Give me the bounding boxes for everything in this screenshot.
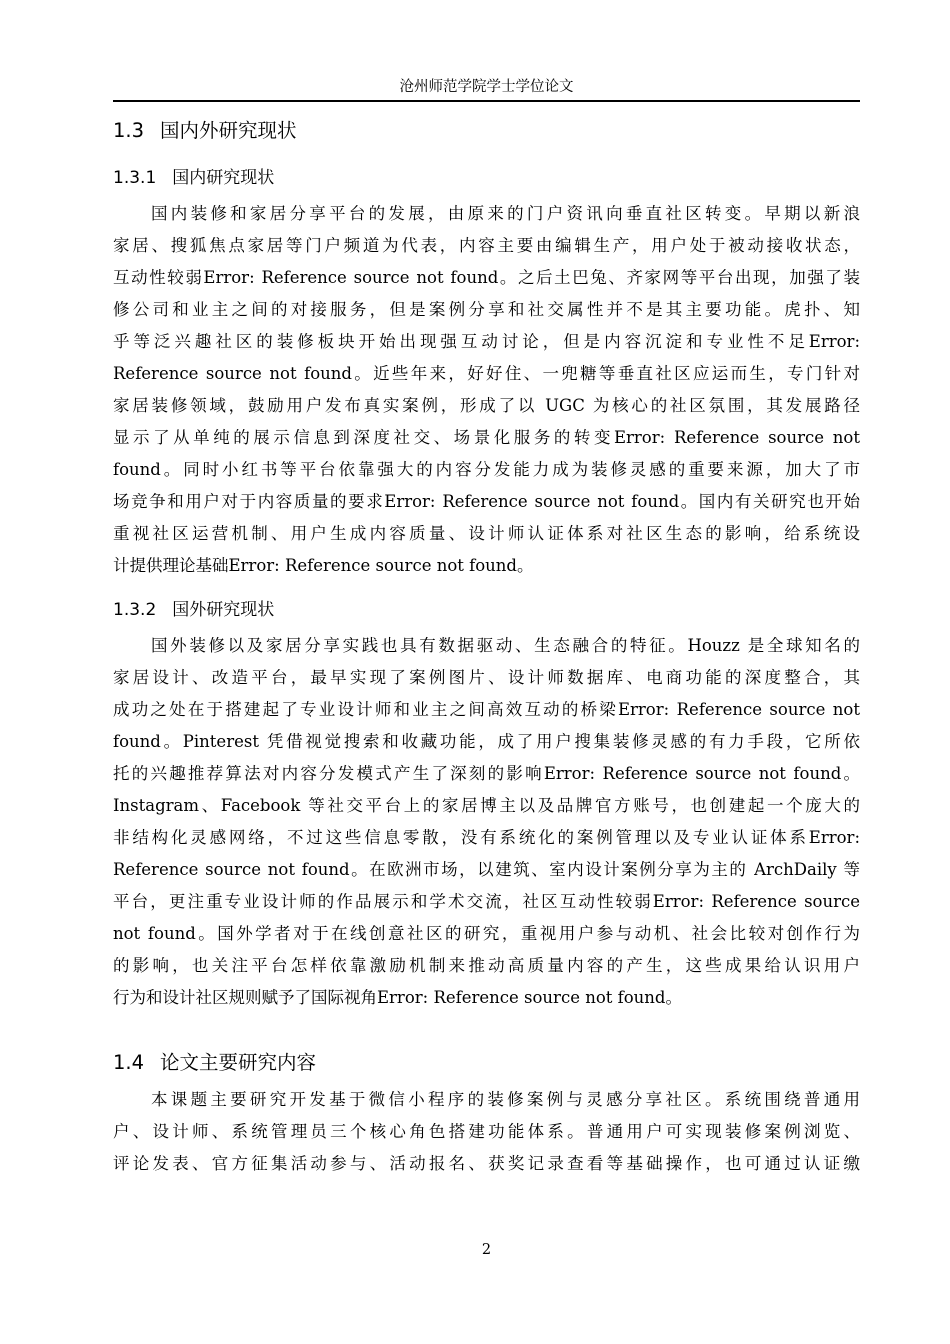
text-line: 场竞争和用户对于内容质量的要求Error: Reference source not found。国内有关研究也开始	[113, 492, 860, 511]
paragraph-main-content	[113, 1084, 860, 1180]
text-line: Reference source not found。在欧洲市场，以建筑、室内设计案例分享为主的 ArchDaily 等	[113, 860, 860, 879]
section-title: 论文主要研究内容	[160, 1051, 317, 1074]
text-line: 本课题主要研究开发基于微信小程序的装修案例与灵感分享社区。系统围绕普通用	[151, 1090, 860, 1109]
text-line: 计提供理论基础Error: Reference source not found。	[113, 556, 534, 575]
text-line: 国内装修和家居分享平台的发展，由原来的门户资讯向垂直社区转变。早期以新浪	[151, 204, 860, 223]
subsection-heading-1-3-2	[113, 590, 860, 630]
text-line: 重视社区运营机制、用户生成内容质量、设计师认证体系对社区生态的影响，给系统设	[113, 524, 860, 543]
text-line: found。Pinterest 凭借视觉搜索和收藏功能，成了用户搜集装修灵感的有力手段，它所依	[113, 732, 860, 751]
text-line: 家居、搜狐焦点家居等门户频道为代表，内容主要由编辑生产，用户处于被动接收状态，	[113, 236, 860, 255]
text-line: 家居设计、改造平台，最早实现了案例图片、设计师数据库、电商功能的深度整合，其	[113, 668, 860, 687]
page-number: 2	[481, 1242, 492, 1258]
text-line: Instagram、Facebook 等社交平台上的家居博主以及品牌官方账号，也创建起一个庞大的	[113, 796, 860, 815]
text-line: 国外装修以及家居分享实践也具有数据驱动、生态融合的特征。Houzz 是全球知名的	[151, 636, 860, 655]
section-number: 1.4	[113, 1051, 145, 1074]
subsection-title: 国内研究现状	[172, 168, 275, 188]
text-line: 乎等泛兴趣社区的装修板块开始出现强互动讨论，但是内容沉淀和专业性不足Error:	[113, 332, 860, 351]
text-line: not found。国外学者对于在线创意社区的研究，重视用户参与动机、社会比较对创作行为	[113, 924, 860, 943]
subsection-number: 1.3.1	[113, 168, 157, 188]
section-title: 国内外研究现状	[160, 119, 297, 142]
text-line: found。同时小红书等平台依靠强大的内容分发能力成为装修灵感的重要来源，加大了市	[113, 460, 860, 479]
section-heading-1-3	[113, 110, 860, 152]
text-line: Reference source not found。近些年来，好好住、一兜糖等垂直社区应运而生，专门针对	[113, 364, 860, 383]
paragraph-foreign-research	[113, 630, 860, 1014]
text-line: 行为和设计社区规则赋予了国际视角Error: Reference source not found。	[113, 988, 682, 1007]
section-number: 1.3	[113, 119, 145, 142]
text-line: 评论发表、官方征集活动参与、活动报名、获奖记录查看等基础操作，也可通过认证缴	[113, 1154, 860, 1173]
text-line: 非结构化灵感网络，不过这些信息零散，没有系统化的案例管理以及专业认证体系Error:	[113, 828, 860, 847]
text-line: 户、设计师、系统管理员三个核心角色搭建功能体系。普通用户可实现装修案例浏览、	[113, 1122, 860, 1141]
text-line: 的影响，也关注平台怎样依靠激励机制来推动高质量内容的产生，这些成果给认识用户	[113, 956, 860, 975]
subsection-title: 国外研究现状	[172, 600, 275, 620]
text-line: 互动性较弱Error: Reference source not found。之后土巴兔、齐家网等平台出现，加强了装	[113, 268, 860, 287]
text-line: 家居装修领域，鼓励用户发布真实案例，形成了以 UGC 为核心的社区氛围，其发展路径	[113, 396, 860, 415]
subsection-number: 1.3.2	[113, 600, 157, 620]
text-line: 显示了从单纯的展示信息到深度社交、场景化服务的转变Error: Reference source not	[113, 428, 860, 447]
text-line: 平台，更注重专业设计师的作品展示和学术交流，社区互动性较弱Error: Reference source	[113, 892, 860, 911]
header-rule	[113, 100, 860, 102]
page-content	[113, 110, 860, 1180]
section-heading-1-4	[113, 1042, 860, 1084]
subsection-heading-1-3-1	[113, 158, 860, 198]
text-line: 修公司和业主之间的对接服务，但是案例分享和社交属性并不是其主要功能。虎扑、知	[113, 300, 860, 319]
text-line: 托的兴趣推荐算法对内容分发模式产生了深刻的影响Error: Reference source not found。	[113, 764, 860, 783]
running-header: 沧州师范学院学士学位论文	[399, 79, 574, 95]
paragraph-domestic-research	[113, 198, 860, 582]
text-line: 成功之处在于搭建起了专业设计师和业主之间高效互动的桥梁Error: Reference source not	[113, 700, 860, 719]
